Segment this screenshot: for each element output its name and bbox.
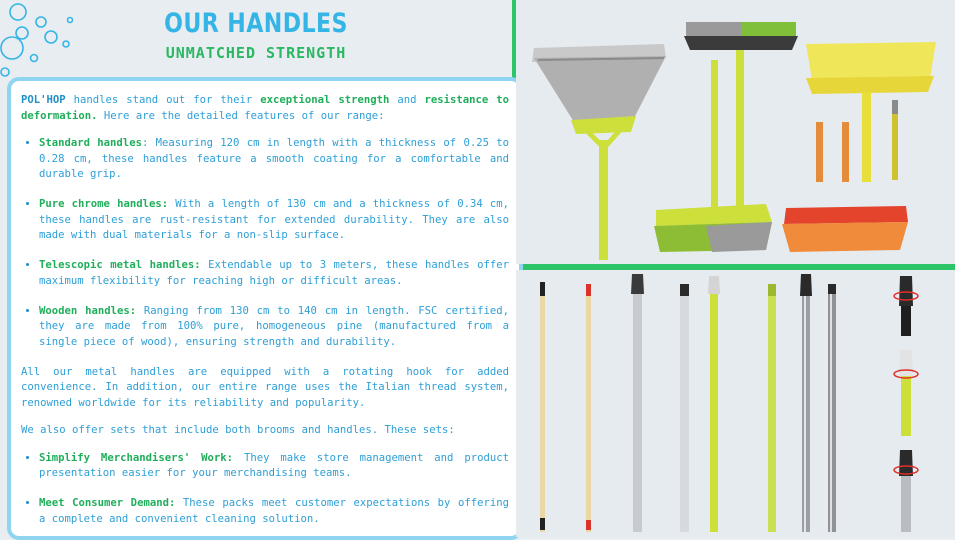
handle-chrome-hook-icon [800,274,812,532]
handle-wood-black-icon [540,282,545,532]
features-card [7,77,523,540]
sets-list [21,451,509,528]
brand-name: POL'HOP [21,94,66,106]
hook-paragraph: All our metal handles are equipped with a rotating hook for added convenience. In addition, our entire range uses the Italian thread system, renowned worldwide for its reliability and popularity. [21,365,509,409]
sets-intro-paragraph: We also offer sets that include both brooms and handles. These sets: [21,424,455,436]
intro-paragraph: POL'HOP handles stand out for their exceptional strength and resistance to deformation. Here are the detailed features of our range: [21,94,509,122]
highlight-strength: exceptional strength [260,94,390,106]
broom-green-grey-icon [654,22,798,252]
features-list [21,136,509,350]
handles-photo [516,270,955,537]
page-title: OUR HANDLES [164,8,348,39]
feature-standard: • Standard handles: Measuring 120 cm in length with a thickness of 0.25 to 0.28 cm, these handles feature a smooth coating for a comfortable and durable grip. [39,136,509,183]
broom-orange-icon [782,206,908,252]
handle-light-grey-icon [680,284,689,532]
handle-chrome-thread-icon [828,284,836,532]
broom-grey-icon [532,44,666,260]
handle-lime-icon [768,284,776,532]
set-consumer: • Meet Consumer Demand: These packs meet customer expectations by offering a complete and convenient cleaning solution. [39,496,509,527]
handle-lime-hook-icon [708,276,720,532]
rotating-hook-detail-icon [894,276,918,532]
handle-grey-hook-icon [631,274,644,532]
feature-telescopic: • Telescopic metal handles: Extendable up to 3 meters, these handles offer maximum flexibility for reaching high or difficult areas. [39,258,509,289]
feature-wooden: • Wooden handles: Ranging from 130 cm to 140 cm in length. FSC certified, they are made from 100% pure, homogeneous pine (manufactured from a single piece of wood), ensuring strength and durability. [39,304,509,351]
broom-yellow-icon [806,42,936,182]
highlight-resistance: resistance to deformation. [21,94,509,122]
set-merchandisers: • Simplify Merchandisers' Work: They make store management and product presentation easier for your merchandising teams. [39,451,509,482]
brooms-photo [516,0,955,264]
page-subtitle: UNMATCHED STRENGTH [165,44,347,62]
handle-wood-red-icon [586,284,591,532]
feature-chrome: • Pure chrome handles: With a length of 130 cm and a thickness of 0.34 cm, these handles are rust-resistant for extended durability. They are also made with dual materials for a non-slip surface. [39,197,509,244]
